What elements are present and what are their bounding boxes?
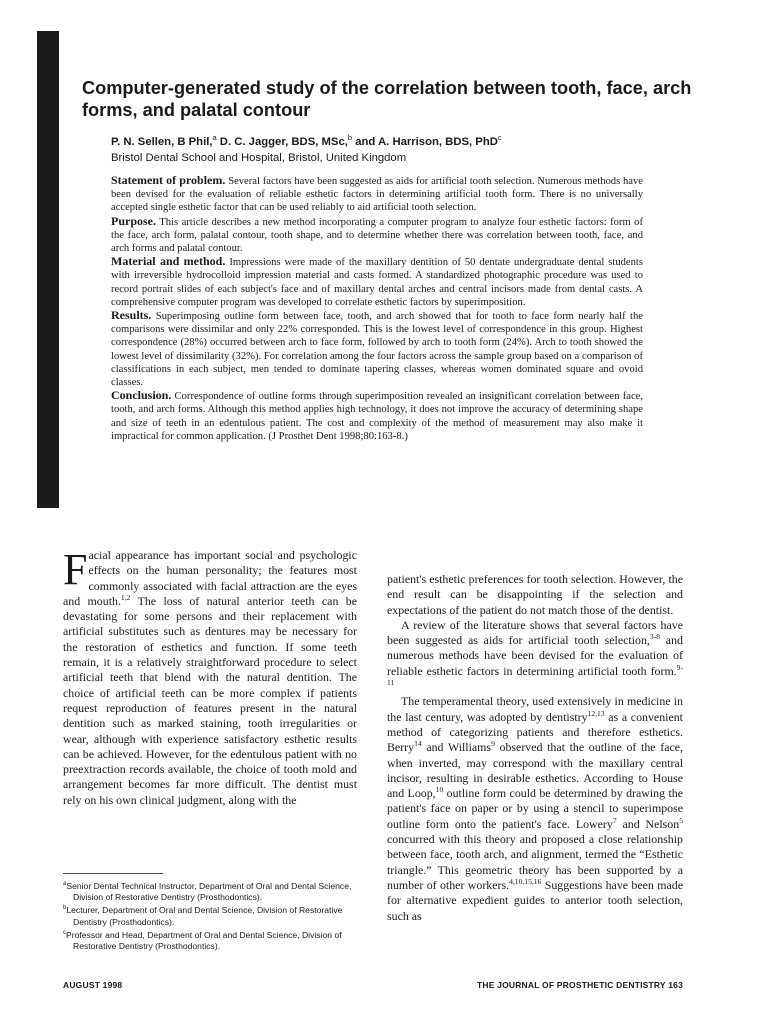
abstract-conclusion: [111, 389, 643, 443]
body-text: concurred with this theory and proposed a close relationship between face, tooth arch, and alignment, termed the “Esthetic triangle.” This geometric theory has been supported by a number of other workers.: [387, 832, 683, 892]
affiliation: Bristol Dental School and Hospital, Bristol, United Kingdom: [111, 152, 407, 164]
body-paragraph: [387, 618, 683, 694]
citation: 9-11: [387, 662, 683, 688]
footer-journal-page: THE JOURNAL OF PROSTHETIC DENTISTRY 163: [476, 980, 683, 990]
abstract-method: [111, 255, 643, 309]
footnote-c: [63, 930, 359, 952]
body-paragraph: [387, 694, 683, 923]
author-3-sup: c: [497, 133, 502, 143]
abstract-statement-text: Several factors have been suggested as aids for artificial tooth selection. Numerous methods have been devised for the evaluation of reliable esthetic factors in determining artificial tooth form. There is no universally accepted single esthetic factor that can be used reliably to aid artificial tooth selection.: [111, 176, 644, 214]
body-text: The loss of natural anterior teeth can be devastating for some persons and their replacement with artificial substitutes such as dentures may be necessary for the restoration of esthetics and function. If some teeth remain, it is a relatively straightforward procedure to select artificial teeth that blend with the natural dentition. The choice of artificial teeth can be more complex if patients request reproduction of features present in the natural dentition such as marked staining, tooth irregularities or wear, although with experience satisfactory esthetic results can be achieved. However, for the edentulous patient with no preextraction records available, the choice of tooth mold and arrangement becomes far more difficult. The dentist must rely on his own clinical judgment, along with the: [63, 593, 357, 807]
body-text: observed that the outline of the face, when inverted, may correspond with the maxillary central incisor, resulting in desirable esthetics. According to House and Loop,: [387, 740, 684, 801]
citation: 1,2: [120, 592, 131, 602]
abstract-conclusion-head: Conclusion.: [111, 388, 172, 403]
article-title: Computer-generated study of the correlation between tooth, face, arch forms, and palatal contour: [82, 78, 692, 120]
abstract-method-head: Material and method.: [111, 254, 226, 269]
abstract: [111, 174, 643, 443]
footer-date: AUGUST 1998: [63, 980, 123, 990]
sidebar-bar: [37, 31, 59, 508]
abstract-purpose-text: This article describes a new method incorporating a computer program to analyze four esthetic factors: form of the face, arch form, palatal contour, tooth shape, and to determine whether there was correlation between tooth, face, and arch forms and palatal contour.: [111, 216, 643, 255]
footnote-marker: b: [63, 905, 67, 912]
citation: 9: [491, 739, 495, 749]
footnote-text: Lecturer, Department of Oral and Dental Science, Division of Restorative Dentistry (Prosthodontics).: [66, 905, 343, 927]
abstract-method-text: Impressions were made of the maxillary dentition of 50 dentate undergraduate dental students with irreversible hydrocolloid impression material and casts formed. A standardized photographic procedure was used to record portrait slides of each subject's face and of maxillary dental arches and central incisors made from dental casts. A comprehensive computer program was developed to correlate esthetic factors by superimposition.: [111, 257, 643, 308]
citation: 12,13: [587, 708, 605, 718]
footnote-marker: a: [63, 881, 67, 888]
author-2-sup: b: [347, 133, 353, 143]
body-text: acial appearance has important social and psychologic effects on the human personality; the features most commonly associated with facial attraction are the eyes and mouth.: [63, 548, 357, 608]
abstract-purpose: [111, 215, 643, 256]
abstract-results-text: Superimposing outline form between face, tooth, and arch showed that for tooth to face form nearly half the comparisons were dissimilar and only 22% corresponded. This is the lowest level of correspondence in this group. Highest correspondence (28%) occurred between arch to face form, followed by arch to tooth form (24%). Arch to tooth showed the lowest level of dissimilarity (32%). For correlation among the four factors across the sample group based on a comparison of classifications in each subject, men tended to dominate tapering classes, whereas women dominated square and ovoid classes.: [111, 311, 643, 389]
body-text: and Nelson: [616, 816, 680, 831]
body-column-right: [387, 572, 683, 924]
body-paragraph: [387, 572, 683, 618]
body-text: and numerous methods have been devised for the evaluation of reliable esthetic factors in determining artificial tooth form.: [387, 633, 683, 678]
footnote-divider: [63, 873, 163, 874]
drop-cap: F: [63, 545, 88, 594]
author-3: and A. Harrison, BDS, PhD: [352, 136, 498, 148]
footnotes: [63, 881, 359, 954]
body-text: outline form could be determined by drawing the patient's face on paper or by using a stencil to superimpose outline form onto the patient's face. Lowery: [387, 786, 683, 831]
body-column-left: [63, 545, 357, 808]
body-text: patient's esthetic preferences for tooth selection. However, the end result can be disappointing if the selection and expectations of the patient do not match those of the dentist.: [387, 572, 683, 617]
body-text: as a convenient method of categorizing patients and therefore esthetics. Berry: [387, 709, 683, 755]
citation: 3-8: [649, 632, 660, 642]
abstract-statement: [111, 174, 643, 215]
abstract-results-head: Results.: [111, 308, 152, 323]
abstract-purpose-head: Purpose.: [111, 213, 156, 228]
author-1: P. N. Sellen, B Phil,: [111, 136, 213, 148]
body-text: A review of the literature shows that several factors have been suggested as aids for artificial tooth selection,: [387, 617, 683, 648]
footnote-a: [63, 881, 359, 903]
body-text: and Williams: [421, 740, 492, 755]
abstract-statement-head: Statement of problem.: [111, 173, 226, 187]
author-2: D. C. Jagger, BDS, MSc,: [216, 136, 348, 148]
body-text: The temperamental theory, used extensively in medicine in the last century, was adopted by dentistry: [387, 694, 683, 724]
abstract-conclusion-text: Correspondence of outline forms through superimposition revealed an insignificant correlation between face, tooth, and arch forms. Although this method applies high technology, it does not improve the accuracy of determining shape and size of teeth in an edentulous patient. The cost and complexity of the method of measurement may also make it impractical for common application. (J Prosthet Dent 1998;80:163-8.): [111, 391, 643, 442]
body-text: Suggestions have been made for alternative expedient guides to anterior tooth selection, such as: [387, 877, 683, 923]
citation: 10: [435, 785, 444, 795]
footnote-marker: c: [63, 929, 66, 936]
citation: 4,10,15,16: [509, 876, 542, 886]
body-paragraph: [63, 545, 357, 808]
author-1-sup: a: [212, 133, 217, 143]
footnote-text: Professor and Head, Department of Oral and Dental Science, Division of Restorative Dentistry (Prosthodontics).: [66, 929, 342, 952]
citation: 5: [679, 815, 683, 825]
citation: 14: [414, 739, 422, 749]
citation: 7: [612, 815, 617, 825]
author-block: [111, 134, 671, 166]
footnote-b: [63, 905, 359, 927]
author-names: [111, 134, 671, 150]
footnote-text: Senior Dental Technical Instructor, Department of Oral and Dental Science, Division of Restorative Dentistry (Prosthodontics).: [66, 881, 352, 903]
abstract-results: [111, 309, 643, 389]
